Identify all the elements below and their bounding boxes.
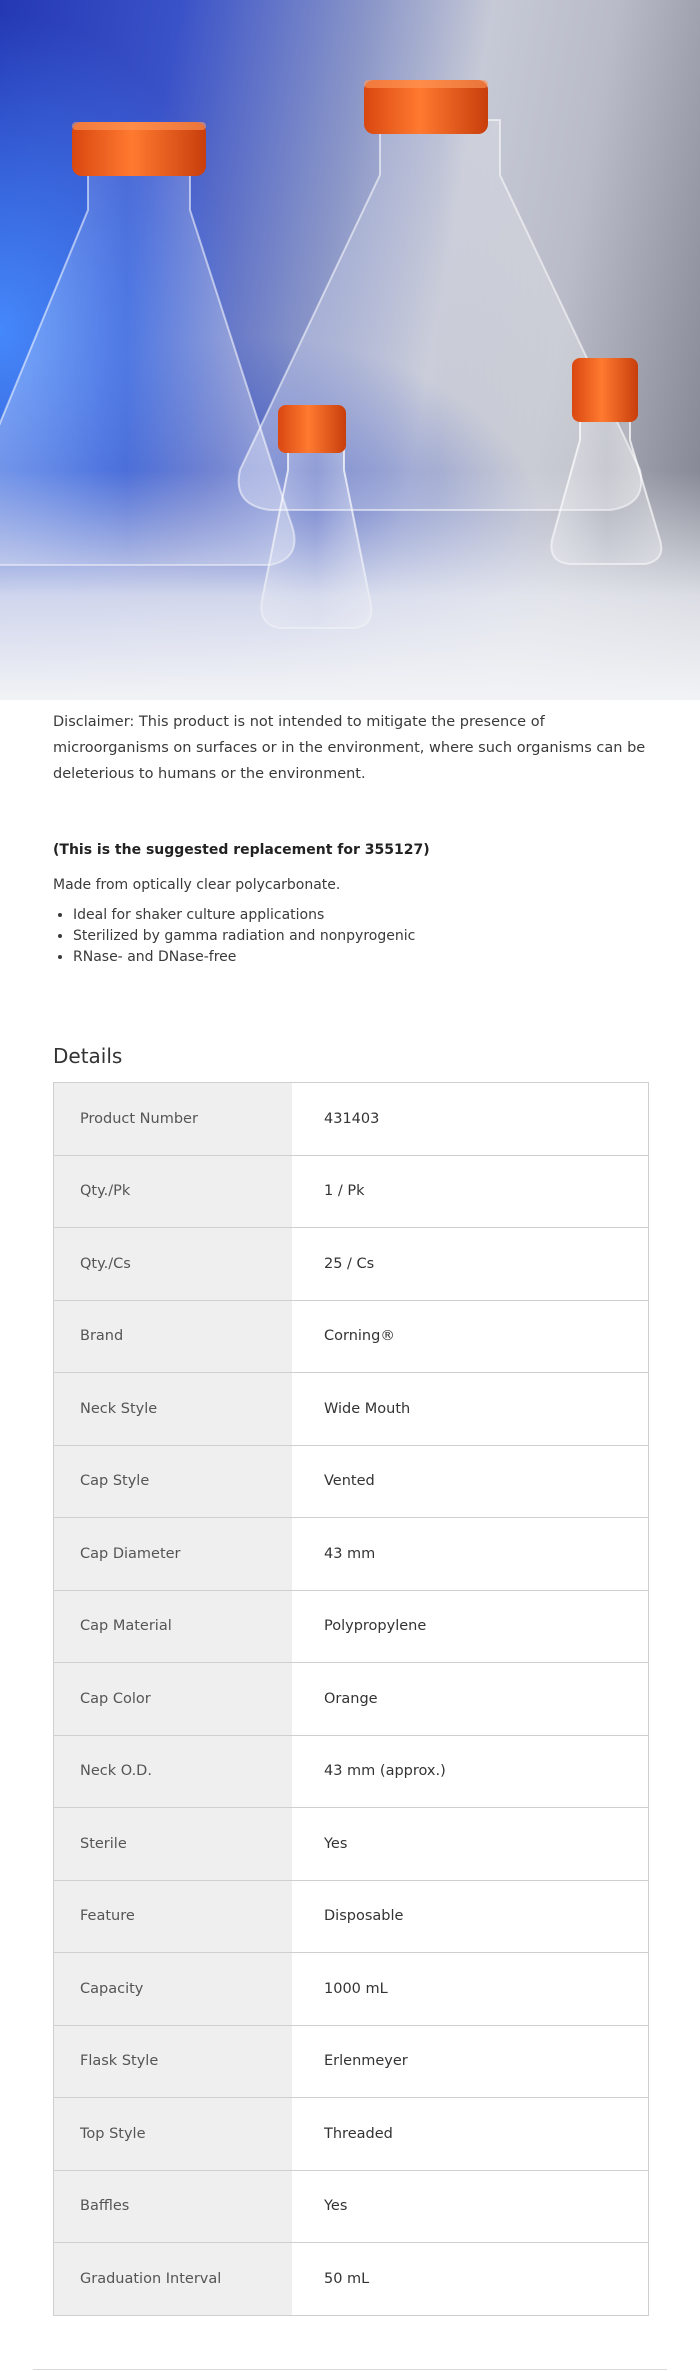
bottom-divider <box>33 2369 667 2370</box>
details-label: Qty./Pk <box>54 1156 292 1228</box>
disclaimer-text: Disclaimer: This product is not intended to mitigate the presence of microorganisms on surfaces or in the environment, where such organisms can be deleterious to humans or the environment. <box>53 714 646 782</box>
details-row <box>54 1518 648 1591</box>
details-value: Erlenmeyer <box>324 2053 408 2070</box>
replacement-note: (This is the suggested replacement for 355127) <box>53 842 430 858</box>
details-row <box>54 2098 648 2171</box>
details-value: Orange <box>324 1690 378 1707</box>
details-label: Cap Color <box>54 1663 292 1735</box>
details-row <box>54 1808 648 1881</box>
details-row <box>54 1663 648 1736</box>
feature-item: • Ideal for shaker culture applications <box>73 905 647 926</box>
details-row <box>54 1373 648 1446</box>
material-description: Made from optically clear polycarbonate. <box>53 877 341 893</box>
details-value: Polypropylene <box>324 1618 427 1635</box>
details-row <box>54 1591 648 1664</box>
details-row <box>54 1736 648 1809</box>
feature-list <box>53 905 647 968</box>
details-label: Cap Diameter <box>54 1518 292 1590</box>
details-label: Capacity <box>54 1953 292 2025</box>
details-row <box>54 2026 648 2099</box>
details-label: Sterile <box>54 1808 292 1880</box>
details-value: 43 mm <box>324 1545 376 1562</box>
details-value: Yes <box>324 1835 348 1852</box>
details-row <box>54 1156 648 1229</box>
details-value: 431403 <box>324 1110 380 1127</box>
details-row <box>54 1083 648 1156</box>
details-label: Top Style <box>54 2098 292 2170</box>
details-label: Neck Style <box>54 1373 292 1445</box>
details-value: Wide Mouth <box>324 1400 411 1417</box>
details-heading: Details <box>53 1044 123 1068</box>
details-label: Feature <box>54 1881 292 1953</box>
details-value: 43 mm (approx.) <box>324 1763 446 1780</box>
details-label: Neck O.D. <box>54 1736 292 1808</box>
details-label: Cap Material <box>54 1591 292 1663</box>
details-value: Vented <box>324 1473 375 1490</box>
details-label: Graduation Interval <box>54 2243 292 2315</box>
details-value: Corning® <box>324 1328 395 1345</box>
details-value: 1 / Pk <box>324 1183 365 1200</box>
details-row <box>54 2171 648 2244</box>
feature-item: • RNase- and DNase-free <box>73 947 647 968</box>
details-row <box>54 1228 648 1301</box>
details-row <box>54 2243 648 2316</box>
details-row <box>54 1446 648 1519</box>
details-label: Baffles <box>54 2171 292 2243</box>
details-value: 1000 mL <box>324 1980 388 1997</box>
details-row <box>54 1953 648 2026</box>
details-label: Product Number <box>54 1083 292 1155</box>
details-label: Qty./Cs <box>54 1228 292 1300</box>
details-value: 25 / Cs <box>324 1255 375 1272</box>
details-value: Threaded <box>324 2125 393 2142</box>
details-value: 50 mL <box>324 2270 370 2287</box>
details-row <box>54 1881 648 1954</box>
product-image <box>0 0 700 700</box>
feature-item: • Sterilized by gamma radiation and nonpyrogenic <box>73 926 647 947</box>
details-table <box>53 1082 649 2316</box>
details-label: Brand <box>54 1301 292 1373</box>
details-value: Yes <box>324 2198 348 2215</box>
details-value: Disposable <box>324 1908 404 1925</box>
details-row <box>54 1301 648 1374</box>
details-label: Cap Style <box>54 1446 292 1518</box>
details-label: Flask Style <box>54 2026 292 2098</box>
